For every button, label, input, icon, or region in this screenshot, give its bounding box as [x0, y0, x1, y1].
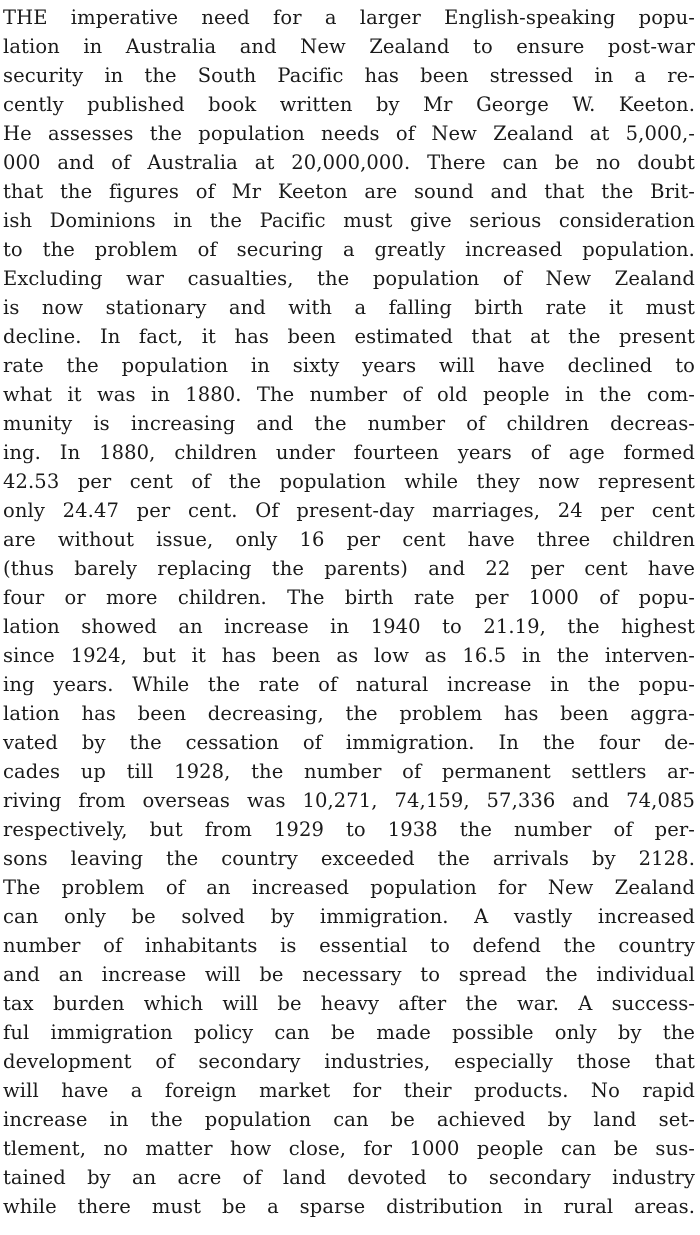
text-line: only 24.47 per cent. Of present-day marriages, 24 per cent	[3, 499, 695, 522]
text-line: He assesses the population needs of New Zealand at 5,000,-	[3, 122, 695, 145]
text-line: munity is increasing and the number of children decreas-	[3, 412, 695, 435]
text-line: sons leaving the country exceeded the arrivals by 2128.	[3, 847, 695, 870]
text-line: Excluding war casualties, the population of New Zealand	[3, 267, 695, 290]
text-line: respectively, but from 1929 to 1938 the number of per-	[3, 818, 695, 841]
text-line: lation showed an increase in 1940 to 21.19, the highest	[3, 615, 695, 638]
text-line: ful immigration policy can be made possible only by the	[3, 1021, 695, 1044]
text-line: tlement, no matter how close, for 1000 people can be sus-	[3, 1137, 695, 1160]
text-line: THE imperative need for a larger English-speaking popu-	[3, 6, 695, 29]
text-line: is now stationary and with a falling birth rate it must	[3, 296, 695, 319]
text-line: increase in the population can be achieved by land set-	[3, 1108, 695, 1131]
text-line: and an increase will be necessary to spread the individual	[3, 963, 695, 986]
text-line: what it was in 1880. The number of old people in the com-	[3, 383, 695, 406]
text-line: since 1924, but it has been as low as 16.5 in the interven-	[3, 644, 695, 667]
text-line: development of secondary industries, especially those that	[3, 1050, 695, 1073]
text-line: cently published book written by Mr George W. Keeton.	[3, 93, 695, 116]
text-line: cades up till 1928, the number of permanent settlers ar-	[3, 760, 695, 783]
text-line: number of inhabitants is essential to defend the country	[3, 934, 695, 957]
text-line: The problem of an increased population for New Zealand	[3, 876, 695, 899]
text-line: while there must be a sparse distribution in rural areas.	[3, 1195, 695, 1218]
text-line: tax burden which will be heavy after the war. A success-	[3, 992, 695, 1015]
text-line: can only be solved by immigration. A vastly increased	[3, 905, 695, 928]
text-line: tained by an acre of land devoted to secondary industry	[3, 1166, 695, 1189]
text-line: lation in Australia and New Zealand to ensure post-war	[3, 35, 695, 58]
text-line: will have a foreign market for their products. No rapid	[3, 1079, 695, 1102]
text-line: ish Dominions in the Pacific must give serious consideration	[3, 209, 695, 232]
text-line: lation has been decreasing, the problem has been aggra-	[3, 702, 695, 725]
text-line: security in the South Pacific has been stressed in a re-	[3, 64, 695, 87]
text-line: four or more children. The birth rate per 1000 of popu-	[3, 586, 695, 609]
text-line: to the problem of securing a greatly increased population.	[3, 238, 695, 261]
text-line: are without issue, only 16 per cent have three children	[3, 528, 695, 551]
text-line: ing years. While the rate of natural increase in the popu-	[3, 673, 695, 696]
text-line: (thus barely replacing the parents) and 22 per cent have	[3, 557, 695, 580]
text-line: rate the population in sixty years will have declined to	[3, 354, 695, 377]
text-line: ing. In 1880, children under fourteen years of age formed	[3, 441, 695, 464]
text-line: riving from overseas was 10,271, 74,159, 57,336 and 74,085	[3, 789, 695, 812]
text-line: 000 and of Australia at 20,000,000. There can be no doubt	[3, 151, 695, 174]
article-text	[3, 3, 695, 1221]
text-line: decline. In fact, it has been estimated that at the present	[3, 325, 695, 348]
text-line: that the figures of Mr Keeton are sound and that the Brit-	[3, 180, 695, 203]
text-line: 42.53 per cent of the population while they now represent	[3, 470, 695, 493]
text-line: vated by the cessation of immigration. In the four de-	[3, 731, 695, 754]
